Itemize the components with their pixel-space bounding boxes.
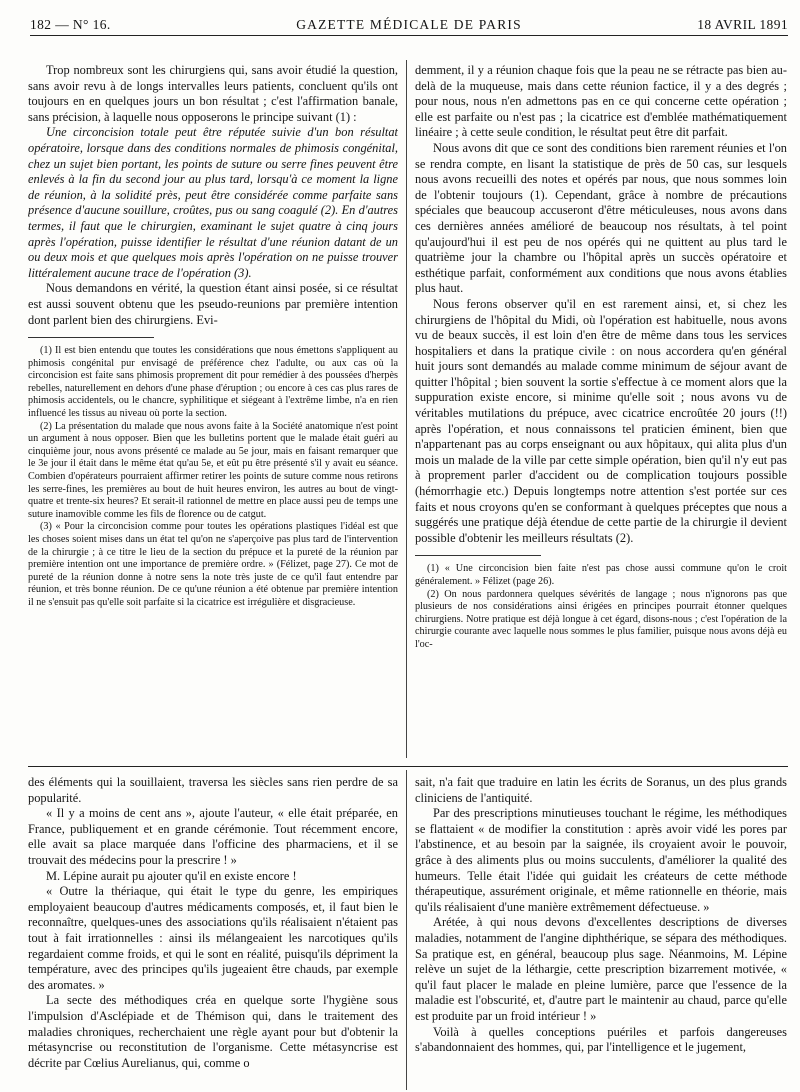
footnotes: [28, 345, 398, 609]
paragraph: Nous demandons en vérité, la question étant ainsi posée, si ce résultat est aussi souvent obtenu que les pseudo-reunions par première intention dont parlent bien des chirurgiens. Evi-: [28, 281, 398, 327]
review-body: [28, 775, 398, 1071]
paragraph: sait, n'a fait que traduire en latin les écrits de Soranus, un des plus grands cliniciens de l'antiquité.: [415, 775, 787, 805]
paragraph: Par des prescriptions minutieuses touchant le régime, les méthodiques se flattaient « de modifier la constitution : après avoir vidé les pores par l'abstinence, et au besoin par la saignée, ils croyaient avoir le pouvoir, grâce à des aliments plus ou moins succulents, d'améliorer la qualité des humeurs. Telle était l'idée qui guidait les créateurs de cette méthode thérapeutique, assurément originale, et même rationnelle en théorie, mais qu'ils réalisaient d'une manière extrêmement défectueuse. »: [415, 806, 787, 914]
paragraph: Nous ferons observer qu'il en est rarement ainsi, et, si chez les chirurgiens de l'hôpital du Midi, où l'opération est habituelle, nous avons vu de beaux succès, il est loin d'en être de même dans tous les services hospitaliers et dans la pratique civile : on nous accordera qu'en général huit jours sont demandés au malade comme minimum de séjour avant de quitter l'hôpital ; bien souvent la sortie s'effectue à ce moment alors que la suppuration existe encore, si minime qu'elle soit ; nous avons vu de véritables mutilations du prépuce, avec cicatrice encroûtée 20 jours (!!) après l'opération, et nous connaissons tel praticien éminent, bien que n'appartenant pas au corps enseignant ou aux hôpitaux, qui alita plus d'un mois un malade de la ville par cette simple opération, bien qu'il n'y eut pas à proprement parler d'accident ou de complication toujours possible (hémorrhagie etc.) Depuis longtemps notre attention s'est portée sur ces faits et nous croyons qu'en se conformant à quelques préceptes que nous a suggérés une pratique déjà étendue de cette partie de la chirurgie il devient possible d'obtenir les meilleurs résultats (2).: [415, 296, 787, 545]
journal-title: GAZETTE MÉDICALE DE PARIS: [296, 17, 522, 32]
issue-date: 18 AVRIL 1891: [697, 17, 788, 32]
paragraph: Voilà à quelles conceptions puériles et parfois dangereuses s'abandonnaient des hommes, qui, par l'intelligence et le jugement,: [415, 1024, 787, 1055]
footnote: (1) « Une circoncision bien faite n'est pas chose aussi commune qu'on le croit généralement. » Félizet (page 26).: [415, 563, 787, 587]
footnote: (3) « Pour la circoncision comme pour toutes les opérations plastiques l'idéal est que les choses soient mises dans un état tel qu'on ne s'aperçoive pas plus tard de l'intervention de la chirurgie ; à ce titre le lieu de la section du prépuce et la pureté de la réunion par première intention ont une importance de première ordre. » (Félizet, page 27). Ce mot de pureté de la réunion donne à notre sens la note très juste de ce qu'il faut entendre par réunion, et très bonne réunion. De ce qu'une réunion a été obtenue par première intention il ne s'ensuit pas qu'elle soit parfaite si la cicatrice est irrégulière et disgracieuse.: [28, 521, 398, 608]
paragraph: « Outre la thériaque, qui était le type du genre, les empiriques employaient beaucoup d'autres médicaments composés, et, il faut bien le reconnaître, quelques-unes des associations qu'ils réalisaient n'étaient pas tout à fait irrationnelles : ainsi ils mélangeaient les narcotiques qu'ils regardaient comme froids, et qui le sont en réalité, puisqu'ils dépriment la température, avec des principes qu'ils jugeaient être chauds, par exemple des aromates. »: [28, 884, 398, 992]
column-divider: [406, 770, 407, 1090]
review-body: [415, 775, 787, 1056]
paragraph: Nous avons dit que ce sont des conditions bien rarement réunies et l'on se rendra compte, en lisant la statistique de près de 50 cas, sur lesquels nous avons recueilli des notes et opérés par nous, que nous sommes loin de l'obtenir toujours (1). Cependant, grâce à nombre de précautions spéciales que beaucoup accuseront d'être méticuleuses, nous avons dans ces dernières années amélioré de beaucoup nos résultats, à tel point qu'aujourd'hui il est peu de nos opérés qui ne quittent au plus tard le quatrième jour la chambre ou l'hôpital après un succès opératoire et esthétique parfait, conformément aux conditions que nous avons établies plus haut.: [415, 140, 787, 296]
column-divider: [406, 60, 407, 758]
paragraph: « Il y a moins de cent ans », ajoute l'auteur, « elle était préparée, en France, publiquement et en grande cérémonie. Tout récemment encore, elle avait sa place marquée dans l'officine des pharmaciens, et il se trouvait des médecins pour la prescrire ! »: [28, 806, 398, 867]
footnote-divider: [28, 337, 154, 338]
paragraph: La secte des méthodiques créa en quelque sorte l'hygiène sous l'impulsion d'Asclépiade et de Thémison qui, dans le traitement des maladies chroniques, recherchaient une règle ayant pour but d'obtenir la métasyncrise ou reconstitution de l'organisme. Cette métasyncrise est décrite par Cœlius Aurelianus, qui, comme o: [28, 993, 398, 1070]
running-header: [30, 13, 788, 36]
footnote: (2) On nous pardonnera quelques sévérités de langage ; nous n'ignorons pas que plusieurs de nos considérations ainsi érigées en principes pourrait étonner quelques chirurgiens. Notre pratique est déjà longue à cet égard, disons-nous ; c'est l'opération de la chirurgie courante avec laquelle nous sommes le plus familier, puisque nous avons déjà eu l'oc-: [415, 588, 787, 650]
paragraph: Trop nombreux sont les chirurgiens qui, sans avoir étudié la question, sans avoir revu à de longs intervalles leurs patients, concluent qu'ils ont toujours en en quelques jours un bon résultat ; c'est l'affirmation banale, sans précision, à laquelle nous opposerons le principe suivant (1) :: [28, 63, 398, 124]
paragraph: Arétée, à qui nous devons d'excellentes descriptions de diverses maladies, notamment de l'angine diphthérique, se sépara des méthodiques. Sa pratique est, en général, beaucoup plus sage. Néanmoins, M. Lépine relève un sujet de la léthargie, cette prescription bizarrement motivée, « qu'il faut placer le malade en pleine lumière, parce que l'essence de la maladie est l'obscurité, et, d'autre part le maintenir au chaud, parce qu'elle est produite par un froid intérieur ! »: [415, 915, 787, 1023]
bottom-right-column: [415, 775, 787, 1090]
top-left-column: [28, 63, 398, 760]
paragraph: des éléments qui la souillaient, traversa les siècles sans rien perdre de sa popularité.: [28, 775, 398, 805]
footnote-divider: [415, 555, 541, 556]
top-right-column: [415, 63, 787, 760]
article-body: [415, 63, 787, 546]
footnote: (2) La présentation du malade que nous avons faite à la Société anatomique n'est point un argument à nous opposer. Bien que les bulletins portent que le malade était guéri au cinquième jour, nous avons présenté ce malade au 5e jour, mais en faisant remarquer que le 3e jour il était dans le même état qu'au 5e, et eût pu être présenté s'il y avait eu séance. Combien d'opérateurs pourraient affirmer retirer les points de suture comme nous retirons les serre-fines, les premières au bout de huit heures environ, les autres au bout de vingt-quatre et trente-six heures? Et serait-il rationnel de mettre en place aussi peu de temps une suture inamovible comme les fils de florence ou de catgut.: [28, 420, 398, 520]
paragraph: demment, il y a réunion chaque fois que la peau ne se rétracte pas bien au-delà de la muqueuse, mais dans cette réunion factice, il y a des degrés ; pour nous, nous n'en admettons pas en ce qui concerne cette opération ; elle est parfaite ou n'est pas ; la cicatrice est d'emblée mathématiquement linéaire ; à cette seule condition, le résultat peut être dit parfait.: [415, 63, 787, 140]
footnotes: [415, 563, 787, 651]
page-number: 182 — N° 16.: [30, 17, 111, 32]
bottom-left-column: [28, 775, 398, 1090]
paragraph: M. Lépine aurait pu ajouter qu'il en existe encore !: [46, 868, 297, 883]
principle-paragraph: Une circoncision totale peut être réputée suivie d'un bon résultat opératoire, lorsque dans des conditions normales de phimosis congénital, chez un sujet bien portant, les points de suture ou serre fines peuvent être enlevés à la fin du second jour au plus tard, lorsqu'à ce moment la ligne de réunion, à la solidité près, peut être considérée comme parfaite sans présence d'aucune souillure, croûtes, pus ou sang coagulé (2). En d'autres termes, il faut que le chirurgien, examinant le sujet quatre à cinq jours après l'opération, puisse identifier le résultat d'une réunion datant de un ou deux mois et que quelques mois après l'opération on ne puisse trouver littéralement aucune trace de l'opération (3).: [28, 125, 398, 280]
article-body: [28, 63, 398, 328]
footnote: (1) Il est bien entendu que toutes les considérations que nous émettons s'appliquent au phimosis congénital pur envisagé de préférence chez l'adulte, ou aux cas où la circoncision est faite sans phimosis proprement dit pour remédier à des poussées d'herpès rebelles, naturellement en dehors d'une phase d'éruption ; ou encore à ces cas plus rares de phimosis accidentels, ou le chancre, syphilitique et siégeant à l'extrême limbe, n'a en rien influencé les tissus au niveau où porte la section.: [28, 345, 398, 420]
section-divider: [28, 766, 788, 767]
